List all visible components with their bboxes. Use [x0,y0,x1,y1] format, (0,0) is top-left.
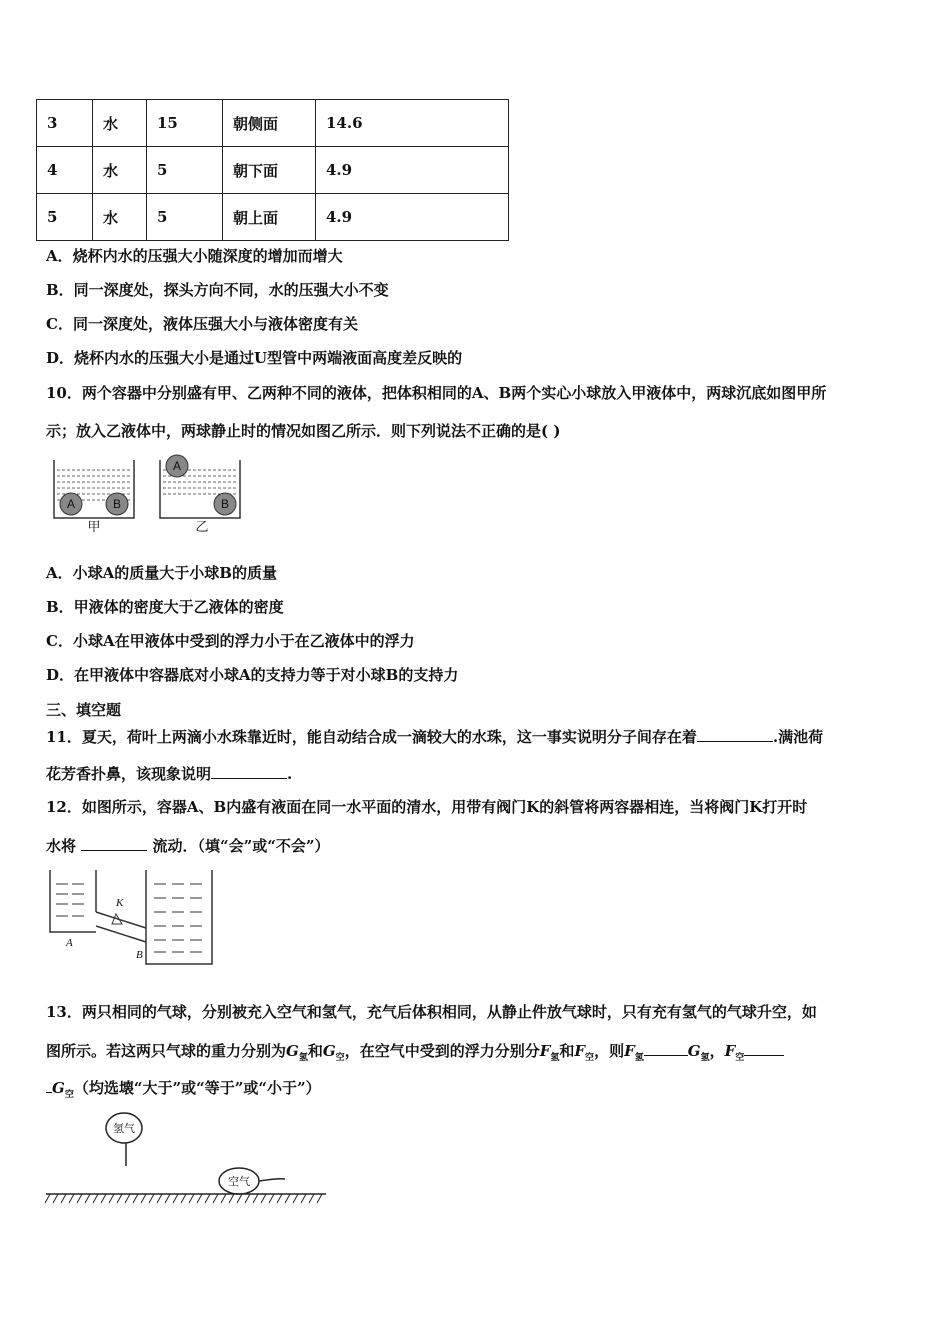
q10-option-c: C．小球A在甲液体中受到的浮力小于在乙液体中的浮力 [46,632,415,650]
q10-option-b: B．甲液体的密度大于乙液体的密度 [46,598,284,616]
table-row [37,194,509,241]
q12-line1: 12．如图所示，容器A、B内盛有液面在同一水平面的清水，用带有阀门K的斜管将两容器相连，当将阀门K打开时 [46,798,808,816]
data-table [36,99,509,241]
subscript: 空 [335,1053,345,1063]
symbol: F [574,1042,586,1060]
q9-option-d: D．烧杯内水的压强大小是通过U型管中两端液面高度差反映的 [46,349,463,367]
table-cell: 3 [37,100,93,147]
table-cell: 朝下面 [223,147,316,194]
subscript: 空 [64,1090,74,1100]
q10-option-a: A．小球A的质量大于小球B的质量 [46,564,277,582]
q12-line2 [46,834,330,856]
symbol: G [322,1042,336,1060]
q11-text: 11．夏天，荷叶上两滴小水珠靠近时，能自动结合成一滴较大的水珠，这一事实说明分子间存在着 [46,728,697,746]
container-label: A [66,937,73,949]
section-title: 三、填空题 [46,701,122,719]
q9-option-a: A．烧杯内水的压强大小随深度的增加而增大 [46,247,343,265]
table-cell: 水 [93,100,147,147]
table-cell: 14.6 [316,100,509,147]
table-row [37,147,509,194]
valve-label: K [116,897,124,909]
answer-blank[interactable] [644,1039,688,1056]
q13-line1: 13．两只相同的气球，分别被充入空气和氢气，充气后体积相同，从静止件放气球时，只有充有氢气的气球升空，如 [46,1003,817,1021]
answer-blank[interactable] [81,834,147,851]
subscript: 空 [735,1053,745,1063]
q11-text-end: .满池荷 [772,728,824,746]
table-cell: 4 [37,147,93,194]
q10-option-d: D．在甲液体中容器底对小球A的支持力等于对小球B的支持力 [46,666,459,684]
q12-figure [46,866,218,970]
q13-line2: 图所示。若这两只气球的重力分别为$G_氢$和$G_空$，在空气中受到的浮力分别分$F_氢$和$F_空$，则$F_氢$ $G_氢$，$F_空$ [46,1039,784,1068]
container-label: B [136,949,143,961]
q11-text-end: . [287,765,293,783]
ball-label: A [66,497,76,511]
table-cell: 5 [147,147,223,194]
symbol: G [687,1042,701,1060]
answer-blank[interactable] [697,725,773,742]
q10-text-line1: 10．两个容器中分别盛有甲、乙两种不同的液体，把体积相同的A、B两个实心小球放入甲液体中，两球沉底如图甲所 [46,384,827,402]
balloon-label: 氢气 [113,1122,135,1135]
table-row [37,100,509,147]
table-cell: 5 [37,194,93,241]
q12-text-end: 流动．（填“会”或“不会”） [152,837,330,855]
q13-line3 [46,1076,321,1105]
table-cell: 4.9 [316,194,509,241]
table-cell: 水 [93,194,147,241]
ball-label: B [220,497,230,511]
q11-line1 [46,725,823,747]
q13-text: （均选壊“大于”或“等于”或“小于”） [73,1079,321,1097]
table-cell: 15 [147,100,223,147]
q13-text: 图所示。若这两只气球的重力分别为 [46,1042,287,1060]
q11-text: 花芳香扑鼻，该现象说明 [46,765,212,783]
table-cell: 水 [93,147,147,194]
q10-figure [50,452,250,534]
table-cell: 朝侧面 [223,100,316,147]
q10-text-line2: 示；放入乙液体中，两球静止时的情况如图乙所示．则下列说法不正确的是( ) [46,422,561,440]
balloon-label: 空气 [228,1175,250,1188]
subscript: 氢 [298,1053,308,1063]
q13-text: 和 [307,1042,323,1060]
subscript: 空 [585,1053,595,1063]
symbol: F [539,1042,551,1060]
subscript: 氢 [700,1053,710,1063]
symbol: G [286,1042,299,1060]
figure-caption: 乙 [195,519,209,534]
ball-label: B [112,497,122,511]
ball-label: A [172,459,182,473]
answer-blank[interactable] [211,762,287,779]
subscript: 氢 [550,1053,560,1063]
table-cell: 5 [147,194,223,241]
table-cell: 4.9 [316,147,509,194]
figure-caption: 甲 [87,519,101,534]
q13-text: ，在空气中受到的浮力分别分 [344,1042,540,1060]
q13-text: ，则 [594,1042,625,1060]
symbol: F [724,1042,736,1060]
q13-text: 和 [559,1042,575,1060]
q9-option-b: B．同一深度处，探头方向不同，水的压强大小不变 [46,281,389,299]
table-cell: 朝上面 [223,194,316,241]
q9-option-c: C．同一深度处，液体压强大小与液体密度有关 [46,315,358,333]
answer-blank[interactable] [744,1039,784,1056]
symbol: G [52,1079,65,1097]
q12-text: 水将 [46,837,77,855]
symbol: F [624,1042,635,1060]
q13-figure [42,1108,332,1204]
subscript: 氢 [634,1053,644,1063]
q11-line2 [46,762,292,784]
